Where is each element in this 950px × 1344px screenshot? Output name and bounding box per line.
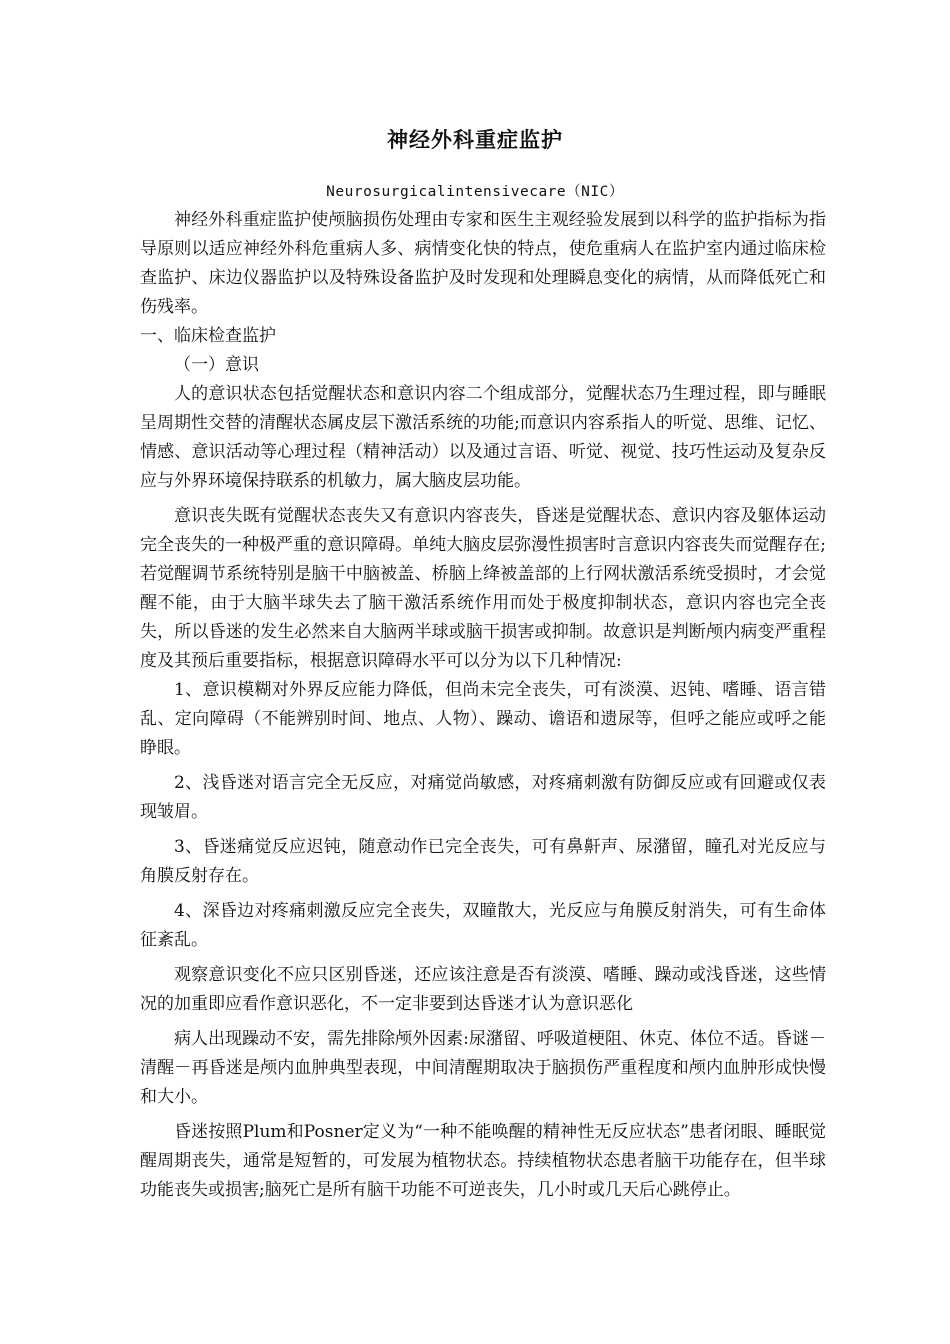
list-item: 1、意识模糊对外界反应能力降低，但尚未完全丧失，可有淡漠、迟钝、嗜睡、语言错乱、定向障碍（不能辨别时间、地点、人物）、躁动、谵语和遗尿等，但呼之能应或呼之能睁眼。 (140, 680, 826, 758)
section-heading: 一、临床检查监护 (140, 326, 276, 346)
intro-paragraph: 神经外科重症监护使颅脑损伤处理由专家和医生主观经验发展到以科学的监护指标为指导原则以适应神经外科危重病人多、病情变化快的特点，使危重病人在监护室内通过临床检查监护、床边仪器监护以及特殊设备监护及时发现和处理瞬息变化的病情，从而降低死亡和伤残率。 (140, 210, 826, 317)
paragraph: 意识丧失既有觉醒状态丧失又有意识内容丧失，昏迷是觉醒状态、意识内容及躯体运动完全丧失的一种极严重的意识障碍。单纯大脑皮层弥漫性损害时言意识内容丧失而觉醒存在;若觉醒调节系统特别是脑干中脑被盖、桥脑上绛被盖部的上行网状激活系统受损时，才会觉醒不能，由于大脑半球失去了脑干激活系统作用而处于极度抑制状态，意识内容也完全丧失，所以昏迷的发生必然来自大脑两半球或脑干损害或抑制。故意识是判断颅内病变严重程度及其预后重要指标，根据意识障碍水平可以分为以下几种情况: (140, 506, 826, 671)
page-title: 神经外科重症监护 (387, 128, 563, 152)
list-item: 2、浅昏迷对语言完全无反应，对痛觉尚敏感，对疼痛刺激有防御反应或有回避或仅表现皱眉。 (140, 773, 826, 822)
paragraph: 观察意识变化不应只区别昏迷，还应该注意是否有淡漠、嗜睡、躁动或浅昏迷，这些情况的加重即应看作意识恶化，不一定非要到达昏迷才认为意识恶化 (140, 965, 826, 1014)
list-item: 4、深昏边对疼痛刺激反应完全丧失，双瞳散大，光反应与角膜反射消失，可有生命体征紊乱。 (140, 901, 826, 950)
list-item: 3、昏迷痛觉反应迟钝，随意动作已完全丧失，可有鼻鼾声、尿潴留，瞳孔对光反应与角膜反射存在。 (140, 837, 826, 886)
paragraph: 人的意识状态包括觉醒状态和意识内容二个组成部分，觉醒状态乃生理过程，即与睡眠呈周期性交替的清醒状态属皮层下激活系统的功能;而意识内容系指人的听觉、思维、记忆、情感、意识活动等心理过程（精神活动）以及通过言语、听觉、视觉、技巧性运动及复杂反应与外界环境保持联系的机敏力，属大脑皮层功能。 (140, 384, 826, 491)
document-body (140, 206, 826, 1205)
paragraph: 昏迷按照Plum和Posner定义为“一种不能唤醒的精神性无反应状态”患者闭眼、睡眠觉醒周期丧失，通常是短暂的，可发展为植物状态。持续植物状态患者脑干功能存在，但半球功能丧失或损害;脑死亡是所有脑干功能不可逆丧失，几小时或几天后心跳停止。 (140, 1122, 826, 1200)
page-subtitle: Neurosurgicalintensivecare（NIC） (326, 184, 624, 200)
paragraph: 病人出现躁动不安，需先排除颅外因素:尿潴留、呼吸道梗阻、休克、体位不适。昏谜－清醒－再昏迷是颅内血肿典型表现，中间清醒期取决于脑损伤严重程度和颅内血肿形成快慢和大小。 (140, 1029, 826, 1107)
subsection-heading: （一）意识 (174, 355, 259, 375)
